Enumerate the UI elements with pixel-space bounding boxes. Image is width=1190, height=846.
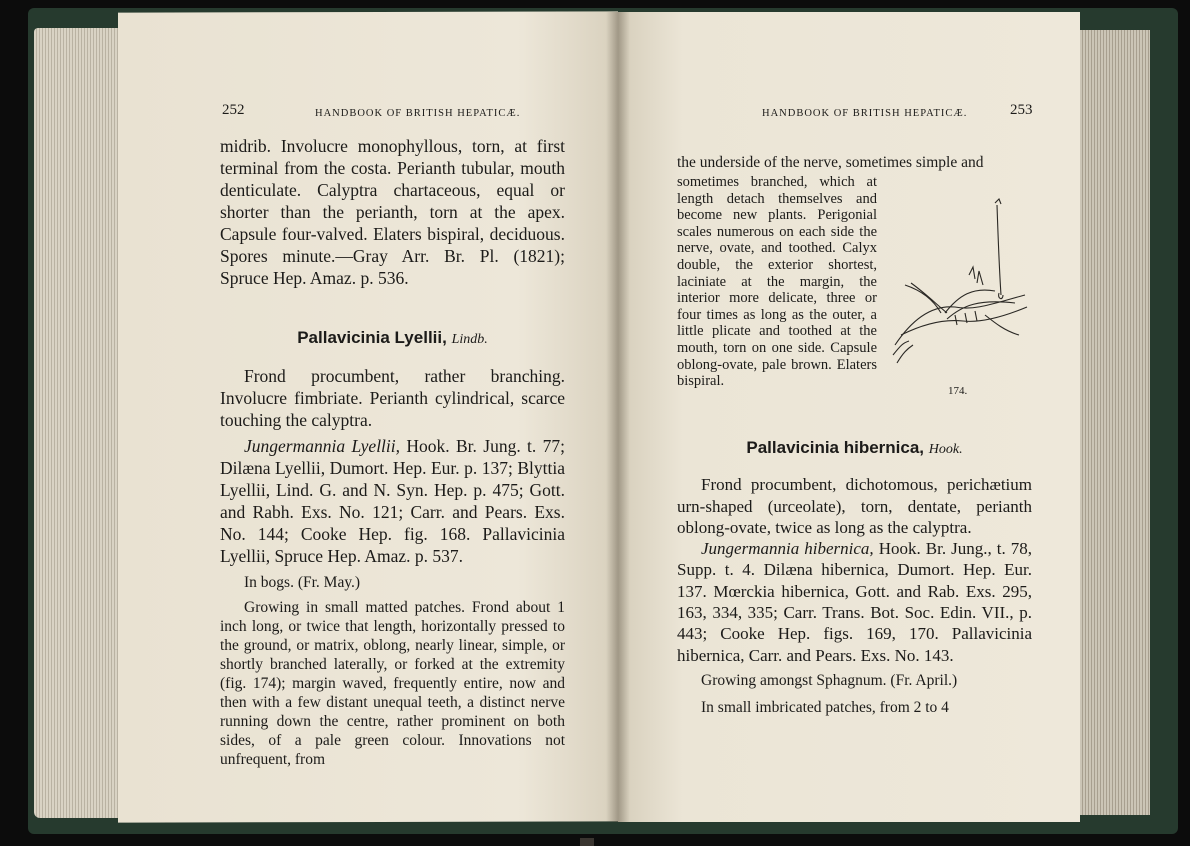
- synonym-references: Hook. Br. Jung. t. 77; Dilæna Lyellii, Dumort. Hep. Eur. p. 137; Blyttia Lyellii, Lind. G. and N. Syn. Hep. p. 475; Gott. and Rabh. Exs. No. 121; Carr. and Pears. Exs. No. 144; Cooke Hep. fig. 168. Pallavicinia Lyellii, Spruce Hep. Amaz. p. 537.: [220, 436, 565, 566]
- growth-description-start: In small imbricated patches, from 2 to 4: [701, 699, 949, 717]
- left-page-body: [220, 135, 565, 769]
- species-authority: Hook.: [928, 442, 963, 457]
- wrapped-paragraph: sometimes branched, which at length detach themselves and become new plants. Perigonial scales numerous on each side the nerve, ovate, and toothed. Calyx double, the exterior shortest, laciniate at the margin, the interior more delicate, three or four times as long as the outer, a little plicate and toothed at the mouth, torn on one side. Capsule oblong-ovate, pale brown. Elaters bispiral.: [677, 174, 877, 390]
- habitat-note: In bogs. (Fr. May.): [244, 574, 361, 591]
- figure-number: 174.: [948, 385, 968, 397]
- left-page-edges: [34, 28, 124, 818]
- species-heading-hibernica: [677, 437, 1032, 460]
- page-bottom-smudge: [560, 838, 620, 846]
- right-page-number: 253: [1010, 102, 1033, 118]
- synonym-references: Hook. Br. Jung., t. 78, Supp. t. 4. Dilæna hibernica, Dumort. Hep. Eur. 137. Mœrckia hibernica, Gott. and Rab. Exs. 295, 163, 334, 335; Carr. Trans. Bot. Soc. Edin. VII., p. 443; Cooke Hep. figs. 169, 170. Pallavicinia hibernica, Carr. and Pears. Exs. No. 143.: [677, 539, 1033, 665]
- right-running-head: HANDBOOK OF BRITISH HEPATICÆ.: [762, 108, 968, 119]
- species-name: Pallavicinia Lyellii,: [297, 328, 447, 347]
- habitat-note: Growing amongst Sphagnum. (Fr. April.): [701, 671, 958, 689]
- right-page-edges: [1080, 30, 1150, 815]
- species-heading-lyellii: [220, 327, 565, 351]
- synonym-primary: Jungermannia Lyellii,: [244, 436, 401, 456]
- left-page-number: 252: [222, 102, 245, 118]
- species-description: Frond procumbent, dichotomous, perichætium urn-shaped (urceolate), torn, dentate, perianth oblong-ovate, twice as long as the calyptra.: [677, 475, 1032, 537]
- synonymy: [677, 538, 1032, 666]
- species-authority: Lindb.: [451, 332, 488, 347]
- growth-description: Growing in small matted patches. Frond about 1 inch long, or twice that length, horizontally pressed to the ground, or matrix, oblong, nearly linear, simple, or shortly branched laterally, or forked at the extremity (fig. 174); margin waved, frequently entire, now and then with a few distant unequal teeth, a distinct nerve running down the centre, rather prominent on both sides, of a pale green colour. Innovations not unfrequent, from: [220, 599, 565, 768]
- continued-line: the underside of the nerve, sometimes simple and: [677, 154, 984, 171]
- left-running-head: HANDBOOK OF BRITISH HEPATICÆ.: [315, 108, 521, 119]
- species-name: Pallavicinia hibernica,: [746, 438, 925, 457]
- synonym-primary: Jungermannia hibernica,: [701, 539, 874, 559]
- genus-description-end: midrib. Involucre monophyllous, torn, at first terminal from the costa. Perianth tubular, mouth denticulate. Calyptra chartaceous, equal or shorter than the perianth, torn at the apex. Capsule four-valved. Elaters bispiral, deciduous. Spores minute.—Gray Arr. Br. Pl. (1821); Spruce Hep. Amaz. p. 536.: [220, 136, 565, 288]
- right-page-body: [677, 437, 1032, 719]
- frond-illustration: [885, 195, 1035, 370]
- book-gutter: [606, 12, 630, 822]
- synonymy: [220, 435, 565, 567]
- species-description: Frond procumbent, rather branching. Involucre fimbriate. Perianth cylindrical, scarce touching the calyptra.: [220, 366, 565, 430]
